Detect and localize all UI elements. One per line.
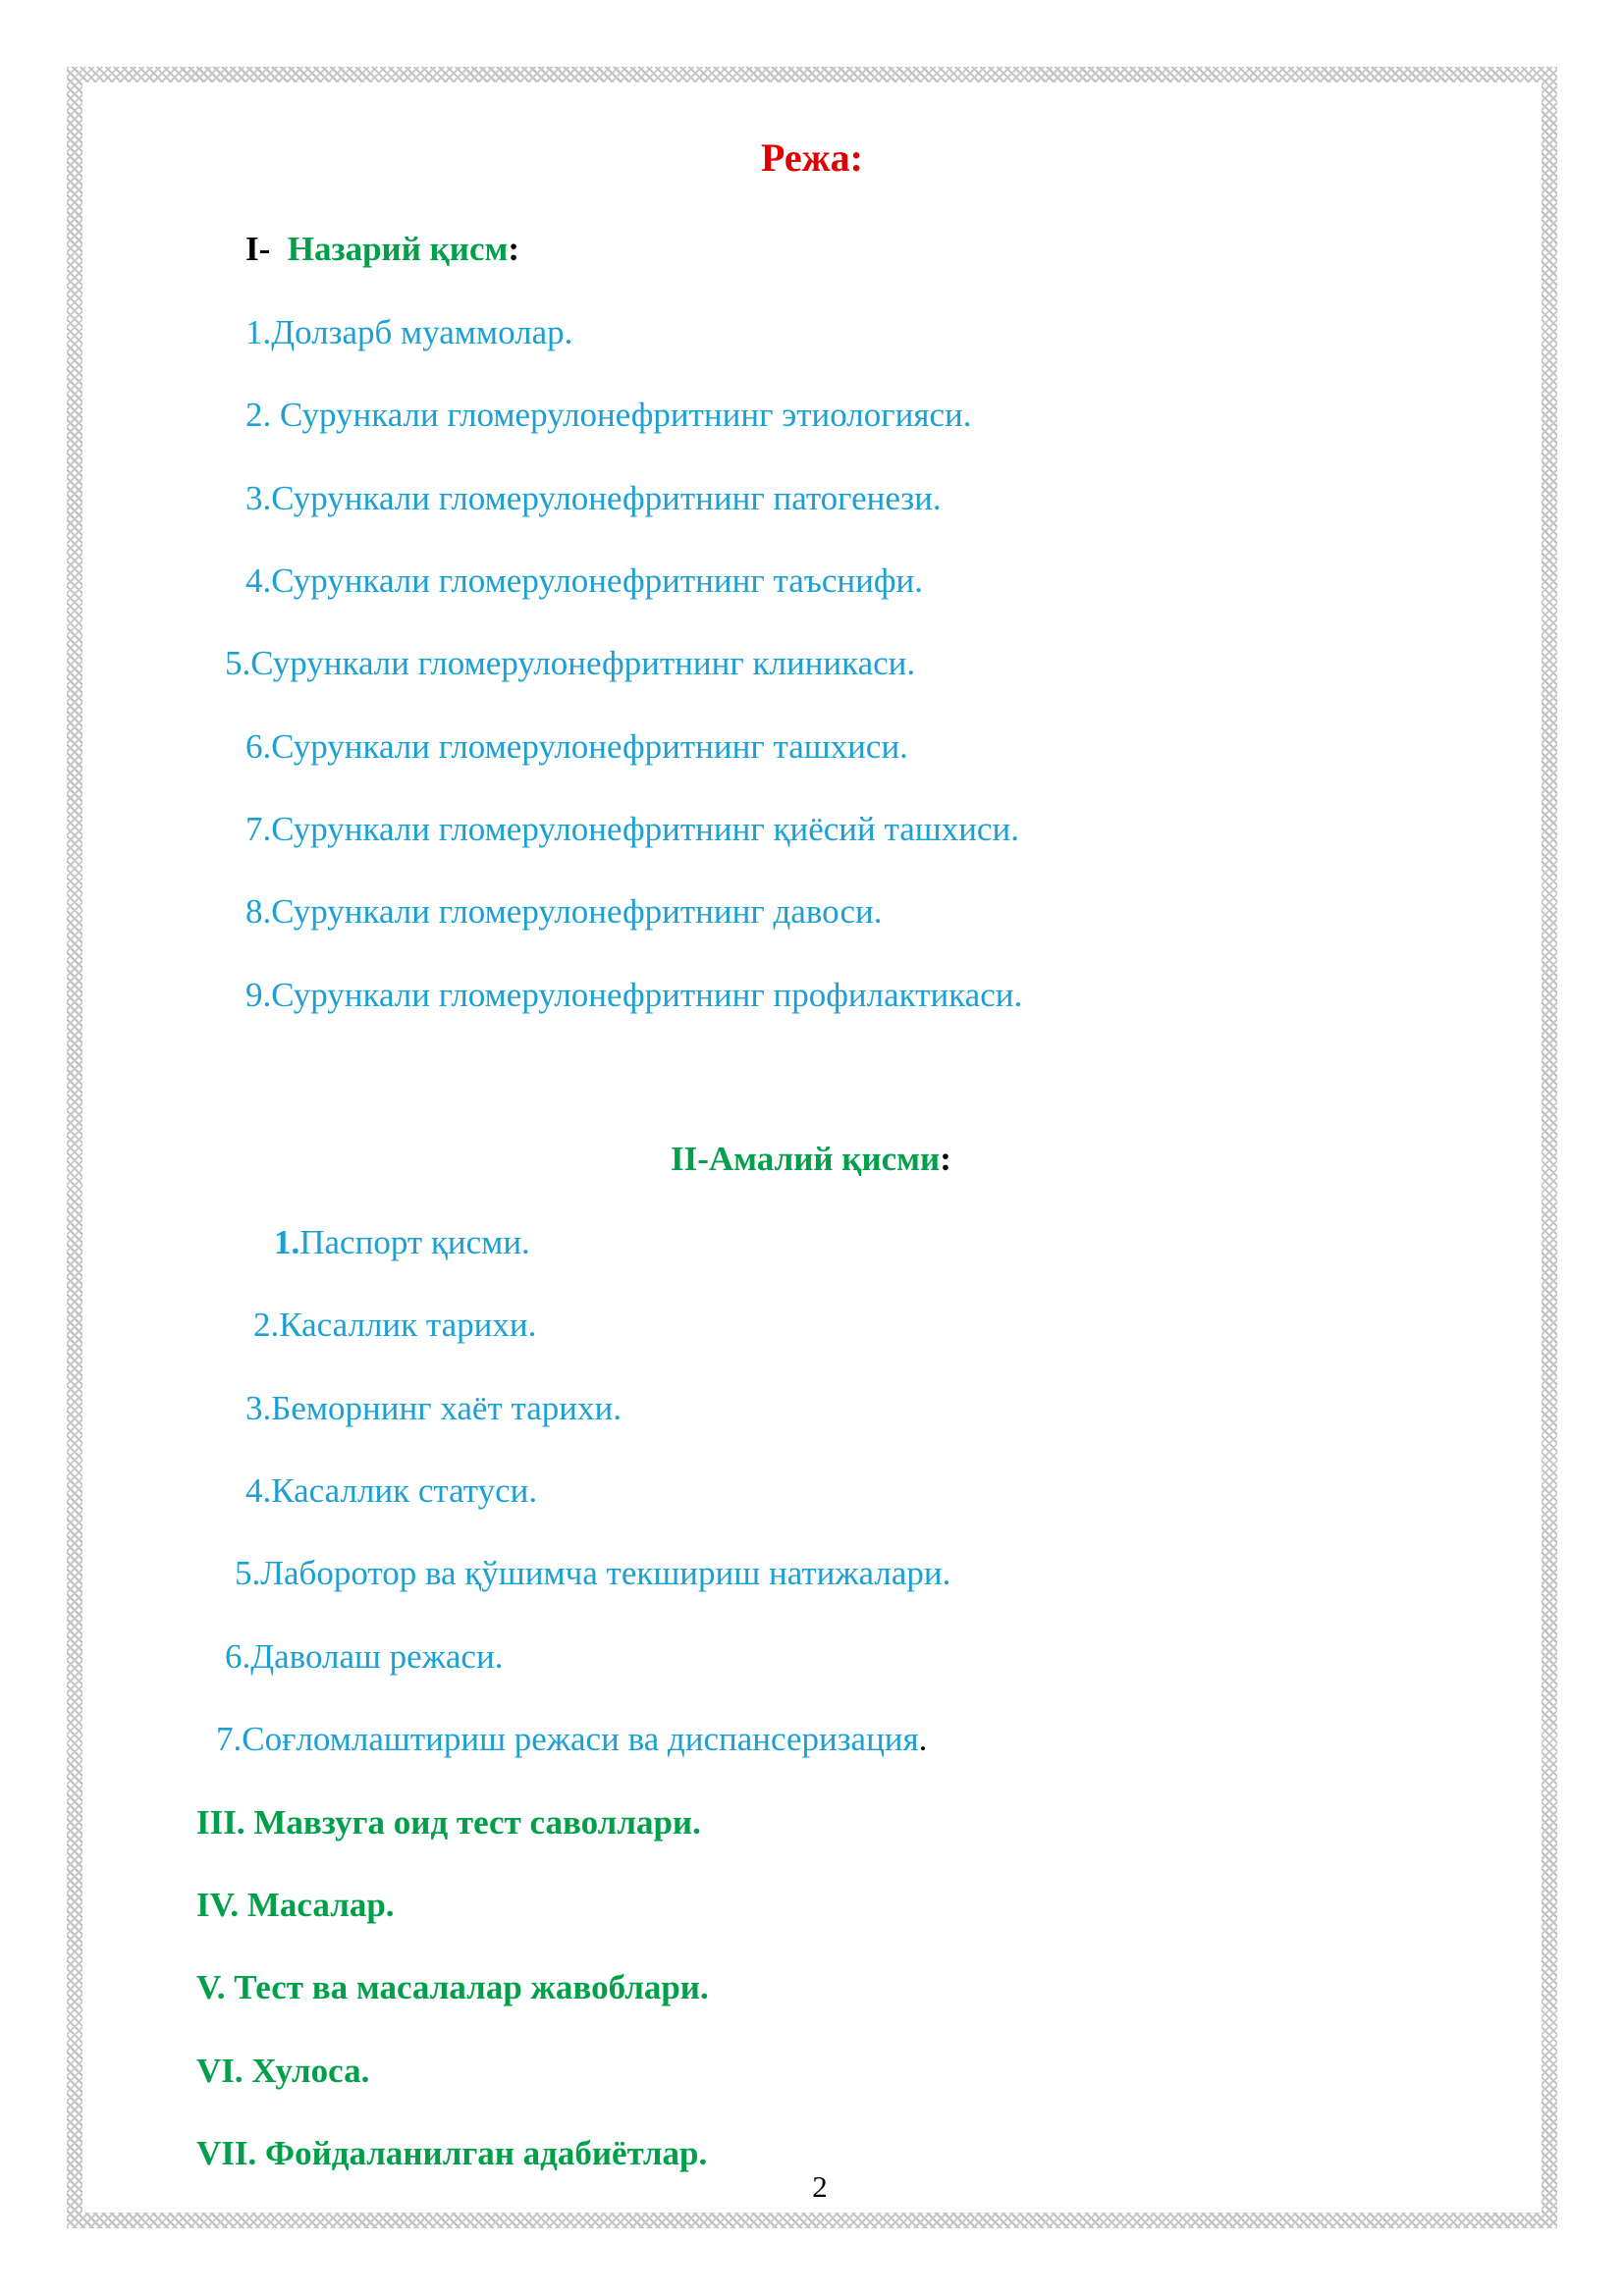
page-number: 2 bbox=[812, 2169, 828, 2204]
practice-item-4: 4.Касаллик статуси. bbox=[245, 1471, 538, 1510]
theory-item-9: 9.Сурункали гломерулонефритнинг профилактикаси. bbox=[245, 976, 1023, 1014]
practice-item-7-text: 7.Соғломлаштириш режаси ва диспансеризация bbox=[216, 1720, 919, 1758]
theory-item-1: 1.Долзарб муаммолар. bbox=[245, 313, 573, 351]
theory-item-2: 2. Сурункали гломерулонефритнинг этиологияси. bbox=[245, 396, 972, 434]
section-vii: VII. Фойдаланилган адабиётлар. bbox=[196, 2134, 708, 2172]
practice-item-6: 6.Даволаш режаси. bbox=[225, 1637, 504, 1676]
theory-item-7: 7.Сурункали гломерулонефритнинг қиёсий ташхиси. bbox=[245, 810, 1019, 848]
section-iv: IV. Масалар. bbox=[196, 1886, 395, 1924]
practice-item-1-number: 1. bbox=[274, 1223, 300, 1261]
plan-title: Режа: bbox=[761, 135, 863, 180]
theory-item-5: 5.Сурункали гломерулонефритнинг клиникаси. bbox=[225, 644, 916, 682]
part1-heading bbox=[245, 229, 519, 270]
section-iii: III. Мавзуга оид тест саволлари. bbox=[196, 1803, 701, 1842]
practice-item-7-end: . bbox=[918, 1720, 928, 1758]
part2-colon: : bbox=[940, 1140, 951, 1178]
part1-roman: I- bbox=[245, 230, 271, 268]
section-vi: VI. Хулоса. bbox=[196, 2052, 370, 2090]
theory-item-6: 6.Сурункали гломерулонефритнинг ташхиси. bbox=[245, 727, 908, 766]
practice-item-2: 2.Касаллик тарихи. bbox=[253, 1306, 537, 1344]
theory-item-4: 4.Сурункали гломерулонефритнинг таъснифи. bbox=[245, 561, 923, 600]
practice-item-1 bbox=[274, 1222, 530, 1263]
practice-item-3: 3.Беморнинг хаёт тарихи. bbox=[245, 1389, 622, 1427]
part2-heading bbox=[671, 1139, 951, 1180]
part2-label: II-Амалий қисми bbox=[671, 1140, 941, 1178]
part1-label: Назарий қисм bbox=[287, 230, 509, 268]
theory-item-3: 3.Сурункали гломерулонефритнинг патогенези. bbox=[245, 479, 942, 517]
practice-item-7 bbox=[216, 1719, 927, 1760]
practice-item-5: 5.Лаборотор ва қўшимча текшириш натижалари. bbox=[235, 1554, 951, 1592]
practice-item-1-text: Паспорт қисми. bbox=[299, 1223, 530, 1261]
part1-colon: : bbox=[508, 230, 519, 268]
theory-item-8: 8.Сурункали гломерулонефритнинг давоси. bbox=[245, 892, 883, 931]
section-v: V. Тест ва масалалар жавоблари. bbox=[196, 1968, 709, 2006]
